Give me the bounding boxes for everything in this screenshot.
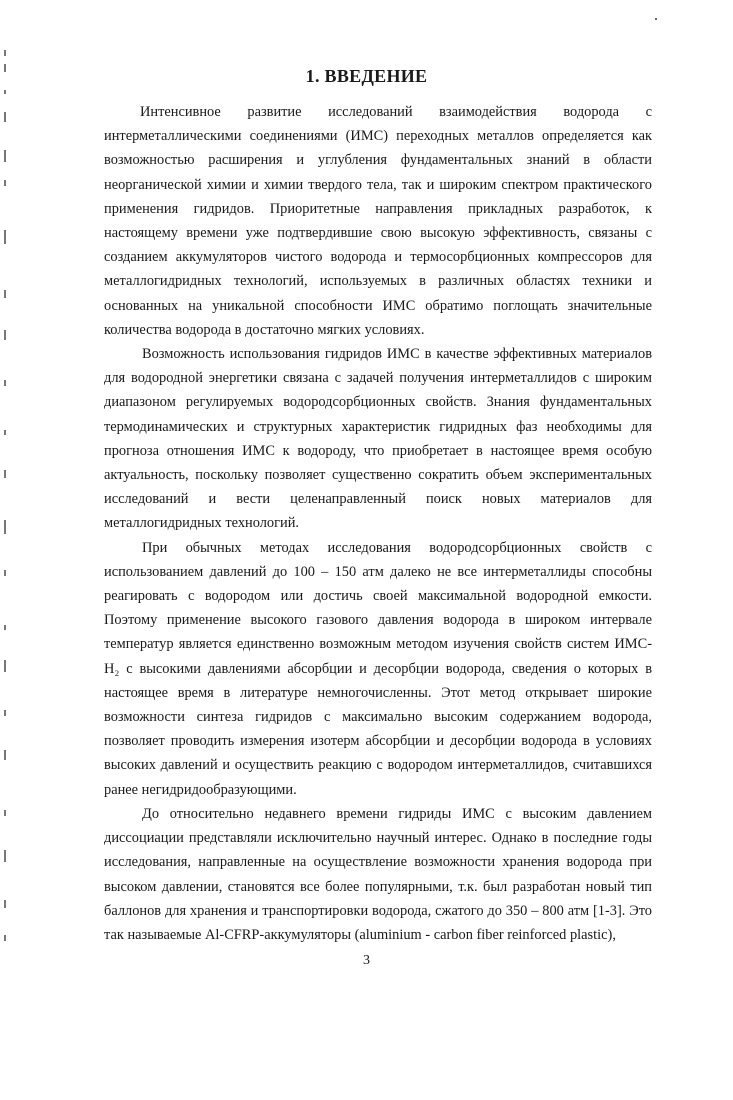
- paragraph-3: При обычных методах исследования водородсорбционных свойств с использованием давлений до 100 – 150 атм далеко не все интерметаллиды способны реагировать с водородом или достичь своей максимальной водородной емкости. Поэтому применение высокого газового давления водорода в широком интервале температур является единственно возможным методом изучения свойств систем ИМС-H₂ с высокими давлениями абсорбции и десорбции водорода, сведения о которых в настоящее время в литературе немногочисленны. Этот метод открывает широкие возможности синтеза гидридов с максимально высоким содержанием водорода, позволяет проводить измерения изотерм абсорбции и десорбции водорода в условиях высоких давлений и осуществить реакцию с водородом интерметаллидов, считавшихся ранее негидридообразующими.: [104, 539, 652, 798]
- scan-margin-marks: [4, 50, 14, 950]
- paragraph-4: До относительно недавнего времени гидриды ИМС с высоким давлением диссоциации представляли исключительно научный интерес. Однако в последние годы исследования, направленные на осуществление возможности хранения водорода при высоком давлении, становятся все более популярными, т.к. был разработан новый тип баллонов для хранения и транспортировки водорода, сжатого до 350 – 800 атм [1-3]. Это так называемые Al-CFRP-аккумуляторы (aluminium - carbon fiber reinforced plastic),: [104, 805, 652, 943]
- section-heading: 1. ВВЕДЕНИЕ: [305, 66, 428, 86]
- page-number: 3: [363, 953, 370, 968]
- paragraph-2: Возможность использования гидридов ИМС в качестве эффективных материалов для водородной энергетики связана с задачей получения интерметаллидов с широким диапазоном регулируемых водородсорбционных свойств. Знания фундаментальных термодинамических и структурных характеристик гидридных фаз необходимы для прогноза отношения ИМС к водороду, что приобретает в настоящее время особую актуальность, поскольку позволяет существенно сократить объем экспериментальных исследований и вести целенаправленный поиск новых материалов для металлогидридных технологий.: [104, 346, 652, 532]
- scan-speck: [655, 18, 657, 20]
- paragraph-1: Интенсивное развитие исследований взаимодействия водорода с интерметаллическими соединениями (ИМС) переходных металлов определяется как возможностью расширения и углубления фундаментальных знаний в области неорганической химии и химии твердого тела, так и широким спектром практического применения гидридов. Приоритетные направления прикладных разработок, к настоящему времени уже подтвердившие свою высокую эффективность, связаны с созданием аккумуляторов чистого водорода и термосорбционных компрессоров для металлогидридных технологий, используемых в различных областях техники и основанных на уникальной способности ИМС обратимо поглощать значительные количества водорода в достаточно мягких условиях.: [104, 104, 652, 338]
- body-text: [104, 100, 652, 947]
